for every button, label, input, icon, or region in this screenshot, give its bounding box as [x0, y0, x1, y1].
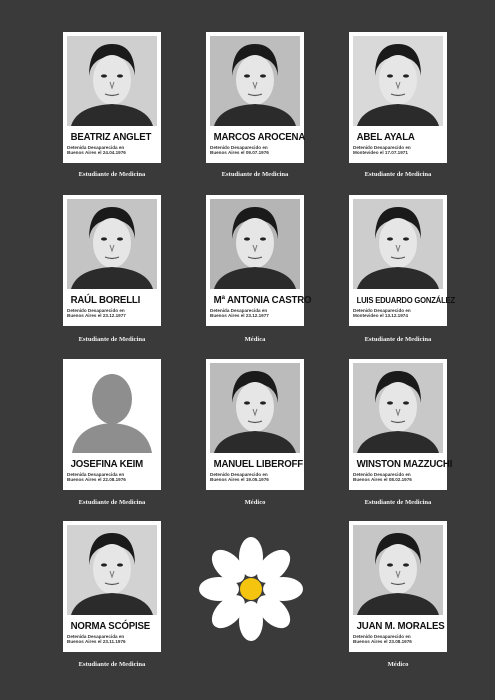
person-card [63, 521, 161, 652]
detail-line: Detenido Desaparecido en [210, 472, 268, 477]
detail-line: Buenos Aires el 23.08.1976 [353, 639, 412, 645]
person-name: Mª ANTONIA CASTRO [213, 294, 312, 306]
person-name: RAÚL BORELLI [70, 294, 141, 306]
person-card [63, 359, 161, 490]
person-name: ABEL AYALA [356, 131, 415, 143]
detail-line: Detenido Desaparecido en [353, 145, 411, 150]
portrait-photo [67, 36, 157, 126]
person-card [349, 359, 453, 490]
portrait-photo [67, 525, 157, 615]
detail-line: Montevideo el 13.12.1974 [353, 313, 408, 319]
portrait-photo [353, 199, 443, 289]
portrait-photo [210, 36, 300, 126]
person-card [349, 32, 447, 163]
detail-line: Detenida Desaparecida en [210, 308, 268, 313]
person-name: NORMA SCÓPISE [70, 620, 150, 632]
disappearance-detail [210, 145, 300, 156]
detail-line: Buenos Aires el 23.12.1977 [210, 313, 269, 319]
disappearance-detail [353, 145, 443, 156]
person-card [63, 32, 161, 163]
disappearance-detail [210, 308, 300, 319]
detail-line: Buenos Aires el 08.02.1976 [353, 477, 412, 483]
person-card [63, 195, 161, 326]
person-name: BEATRIZ ANGLET [70, 131, 152, 143]
person-card [206, 32, 304, 163]
person-name: WINSTON MAZZUCHI [356, 458, 453, 470]
person-role: Estudiante de Medicina [364, 171, 432, 178]
detail-line: Montevideo el 17.07.1971 [353, 150, 408, 156]
detail-line: Buenos Aires el 22.08.1976 [67, 477, 126, 483]
detail-line: Detenido Desaparecido en [210, 145, 268, 150]
person-role: Estudiante de Medicina [78, 336, 146, 343]
portrait-photo [210, 199, 300, 289]
person-name: LUIS EDUARDO GONZÁLEZ [356, 295, 455, 305]
disappearance-detail [67, 145, 157, 156]
portrait-photo [67, 199, 157, 289]
person-role: Estudiante de Medicina [364, 499, 432, 506]
disappearance-detail [210, 472, 300, 483]
portrait-photo [353, 363, 443, 453]
person-card [349, 195, 455, 326]
detail-line: Detenido Desaparecido en [67, 308, 125, 313]
disappearance-detail [67, 472, 157, 483]
person-role: Médica [244, 336, 266, 343]
detail-line: Buenos Aires el 09.07.1976 [210, 150, 269, 156]
person-name: MANUEL LIBEROFF [213, 458, 303, 470]
disappearance-detail [353, 308, 443, 319]
person-name: JUAN M. MORALES [356, 620, 445, 632]
disappearance-detail [353, 472, 443, 483]
portrait-photo [210, 363, 300, 453]
daisy-flower-icon [197, 535, 305, 643]
detail-line: Buenos Aires el 24.04.1976 [67, 150, 126, 156]
person-role: Estudiante de Medicina [78, 171, 146, 178]
detail-line: Buenos Aires el 19.05.1976 [210, 477, 269, 483]
person-role: Estudiante de Medicina [78, 661, 146, 668]
person-name: MARCOS AROCENA [213, 131, 306, 143]
portrait-photo [353, 525, 443, 615]
detail-line: Buenos Aires el 23.12.1977 [67, 313, 126, 319]
detail-line: Detenida Desaparecida en [67, 472, 125, 477]
person-role: Médico [244, 499, 266, 506]
person-role: Estudiante de Medicina [78, 499, 146, 506]
person-role: Estudiante de Medicina [364, 336, 432, 343]
detail-line: Detenida Desaparecida en [67, 634, 125, 639]
person-name: JOSEFINA KEIM [70, 458, 144, 470]
detail-line: Detenido Desaparecido en [353, 472, 411, 477]
silhouette-photo [67, 363, 157, 453]
person-card [206, 195, 312, 326]
detail-line: Detenida Desaparecida en [67, 145, 125, 150]
person-card [349, 521, 447, 652]
disappearance-detail [67, 308, 157, 319]
detail-line: Buenos Aires el 23.11.1976 [67, 639, 126, 645]
person-role: Médico [387, 661, 409, 668]
person-role: Estudiante de Medicina [221, 171, 289, 178]
detail-line: Detenido Desaparecido en [353, 634, 411, 639]
person-card [206, 359, 304, 490]
portrait-photo [353, 36, 443, 126]
detail-line: Detenido Desaparecido en [353, 308, 411, 313]
disappearance-detail [353, 634, 443, 645]
disappearance-detail [67, 634, 157, 645]
